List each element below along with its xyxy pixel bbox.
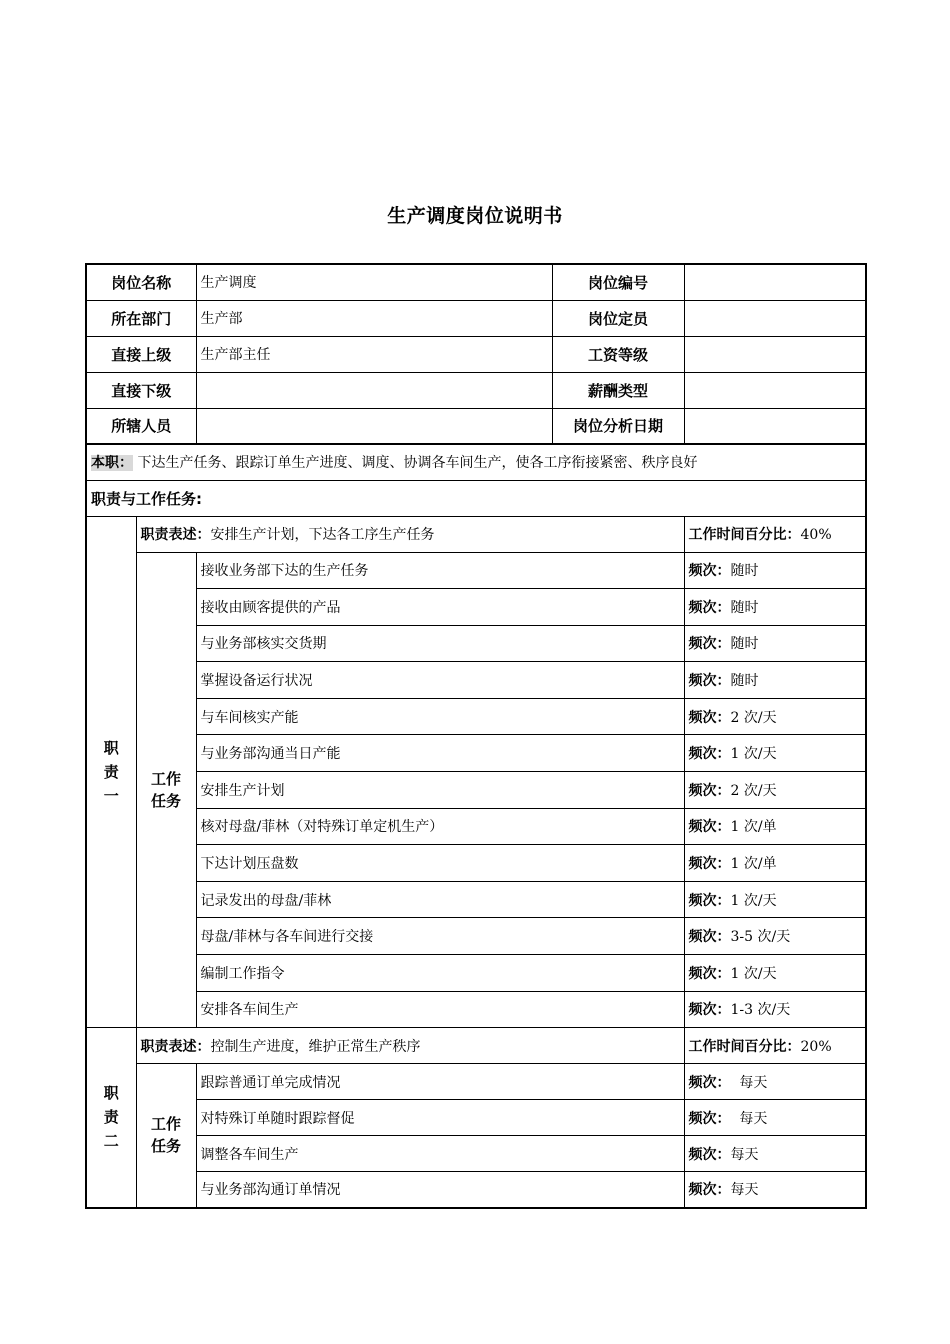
- duty-pct-cell: [684, 516, 866, 552]
- task-row: [86, 625, 866, 662]
- duty-label: 职责一: [86, 516, 136, 1028]
- freq-value: 1 次/天: [730, 965, 777, 982]
- task-row: [86, 698, 866, 735]
- duties-header: 职责与工作任务:: [86, 480, 866, 516]
- freq-value: 1-3 次/天: [730, 1002, 791, 1019]
- job-description-table: [85, 263, 867, 1209]
- duty-label: 职责二: [86, 1028, 136, 1208]
- task-frequency: [684, 698, 866, 735]
- field-label: 薪酬类型: [552, 372, 684, 408]
- freq-label: 频次：: [688, 819, 731, 836]
- freq-value: 1 次/单: [730, 819, 777, 836]
- task-text: 对特殊订单随时跟踪督促: [196, 1100, 684, 1136]
- task-row: [86, 735, 866, 772]
- freq-label: 频次：: [688, 709, 731, 726]
- field-value: [684, 408, 866, 444]
- field-value: [684, 264, 866, 300]
- task-frequency: [684, 735, 866, 772]
- pct-value: 20%: [800, 1038, 832, 1055]
- freq-label: 频次：: [688, 1002, 731, 1019]
- freq-value: 随时: [730, 673, 759, 690]
- benzhi-row: [86, 444, 866, 480]
- freq-label: 频次：: [688, 673, 731, 690]
- freq-label: 频次：: [688, 892, 731, 909]
- pct-label: 工作时间百分比：: [688, 1038, 801, 1055]
- freq-value: 每天: [730, 1146, 759, 1163]
- field-value: [196, 372, 552, 408]
- field-value: 生产部主任: [196, 336, 552, 372]
- task-row: [86, 1064, 866, 1100]
- pct-label: 工作时间百分比：: [688, 527, 801, 543]
- tasks-label: 工作任务: [136, 552, 196, 1028]
- field-label: 直接上级: [86, 336, 196, 372]
- task-row: [86, 881, 866, 918]
- freq-value: 1 次/天: [730, 746, 777, 763]
- task-frequency: [684, 1136, 866, 1172]
- freq-label: 频次：: [688, 1146, 731, 1163]
- task-row: [86, 845, 866, 882]
- field-label: 所在部门: [86, 300, 196, 336]
- freq-label: 频次：: [688, 965, 731, 982]
- task-frequency: [684, 955, 866, 992]
- task-row: [86, 991, 866, 1028]
- task-row: [86, 662, 866, 699]
- task-text: 母盘/菲林与各车间进行交接: [196, 918, 684, 955]
- task-text: 接收业务部下达的生产任务: [196, 552, 684, 589]
- field-value: [684, 336, 866, 372]
- basic-row: [86, 372, 866, 408]
- duty-desc-cell: [136, 1028, 684, 1064]
- field-value: [684, 300, 866, 336]
- freq-label: 频次：: [688, 599, 731, 616]
- page-title: 生产调度岗位说明书: [387, 205, 563, 227]
- duty-desc-label: 职责表述：: [140, 1038, 211, 1055]
- freq-value: 2 次/天: [730, 782, 777, 799]
- task-frequency: [684, 918, 866, 955]
- task-row: [86, 1100, 866, 1136]
- field-label: 所辖人员: [86, 408, 196, 444]
- freq-label: 频次：: [688, 856, 731, 873]
- freq-label: 频次：: [688, 782, 731, 799]
- field-value: 生产调度: [196, 264, 552, 300]
- pct-value: 40%: [800, 527, 832, 543]
- task-frequency: [684, 991, 866, 1028]
- task-text: 跟踪普通订单完成情况: [196, 1064, 684, 1100]
- task-text: 与业务部沟通当日产能: [196, 735, 684, 772]
- benzhi-cell: [86, 444, 866, 480]
- task-frequency: [684, 1172, 866, 1208]
- task-text: 与业务部核实交货期: [196, 625, 684, 662]
- task-text: 编制工作指令: [196, 955, 684, 992]
- tasks-label: 工作任务: [136, 1064, 196, 1208]
- task-row: [86, 918, 866, 955]
- task-row: [86, 955, 866, 992]
- duty-desc-text: 安排生产计划，下达各工序生产任务: [210, 527, 435, 543]
- freq-label: 频次：: [688, 746, 731, 763]
- task-row: [86, 772, 866, 809]
- freq-value: 随时: [730, 563, 759, 580]
- field-value: [684, 372, 866, 408]
- field-label: 岗位名称: [86, 264, 196, 300]
- task-frequency: [684, 845, 866, 882]
- benzhi-label: 本职：: [91, 455, 133, 472]
- task-frequency: [684, 808, 866, 845]
- freq-value: 1 次/天: [730, 892, 777, 909]
- field-label: 岗位编号: [552, 264, 684, 300]
- duty-desc-label: 职责表述：: [140, 527, 211, 543]
- freq-value: 1 次/单: [730, 856, 777, 873]
- freq-label: 频次：: [688, 1074, 731, 1091]
- freq-value: 2 次/天: [730, 709, 777, 726]
- task-frequency: [684, 662, 866, 699]
- task-row: [86, 1136, 866, 1172]
- basic-row: [86, 264, 866, 300]
- benzhi-text: 下达生产任务、跟踪订单生产进度、调度、协调各车间生产，使各工序衔接紧密、秩序良好: [137, 455, 698, 472]
- duty-desc-row: [86, 516, 866, 552]
- freq-label: 频次：: [688, 929, 731, 946]
- task-row: [86, 552, 866, 589]
- freq-value: 每天: [730, 1074, 768, 1091]
- task-text: 与业务部沟通订单情况: [196, 1172, 684, 1208]
- task-frequency: [684, 772, 866, 809]
- freq-label: 频次：: [688, 1182, 731, 1199]
- field-value: [196, 408, 552, 444]
- freq-value: 每天: [730, 1182, 759, 1199]
- freq-label: 频次：: [688, 636, 731, 653]
- task-text: 核对母盘/菲林（对特殊订单定机生产）: [196, 808, 684, 845]
- duty-pct-cell: [684, 1028, 866, 1064]
- task-frequency: [684, 552, 866, 589]
- task-frequency: [684, 589, 866, 626]
- task-text: 接收由顾客提供的产品: [196, 589, 684, 626]
- freq-value: 3-5 次/天: [730, 929, 791, 946]
- task-row: [86, 808, 866, 845]
- field-label: 工资等级: [552, 336, 684, 372]
- freq-label: 频次：: [688, 1110, 731, 1127]
- duty-desc-text: 控制生产进度，维护正常生产秩序: [210, 1038, 421, 1055]
- task-text: 与车间核实产能: [196, 698, 684, 735]
- task-text: 安排生产计划: [196, 772, 684, 809]
- task-frequency: [684, 1064, 866, 1100]
- task-frequency: [684, 881, 866, 918]
- duty-desc-row: [86, 1028, 866, 1064]
- task-text: 记录发出的母盘/菲林: [196, 881, 684, 918]
- freq-label: 频次：: [688, 563, 731, 580]
- freq-value: 随时: [730, 599, 759, 616]
- basic-row: [86, 408, 866, 444]
- freq-value: 随时: [730, 636, 759, 653]
- task-text: 安排各车间生产: [196, 991, 684, 1028]
- field-label: 岗位定员: [552, 300, 684, 336]
- duties-header-row: [86, 480, 866, 516]
- task-text: 下达计划压盘数: [196, 845, 684, 882]
- task-frequency: [684, 625, 866, 662]
- field-value: 生产部: [196, 300, 552, 336]
- task-frequency: [684, 1100, 866, 1136]
- task-text: 掌握设备运行状况: [196, 662, 684, 699]
- task-text: 调整各车间生产: [196, 1136, 684, 1172]
- duty-desc-cell: [136, 516, 684, 552]
- basic-row: [86, 336, 866, 372]
- freq-value: 每天: [730, 1110, 768, 1127]
- task-row: [86, 589, 866, 626]
- task-row: [86, 1172, 866, 1208]
- field-label: 直接下级: [86, 372, 196, 408]
- field-label: 岗位分析日期: [552, 408, 684, 444]
- basic-row: [86, 300, 866, 336]
